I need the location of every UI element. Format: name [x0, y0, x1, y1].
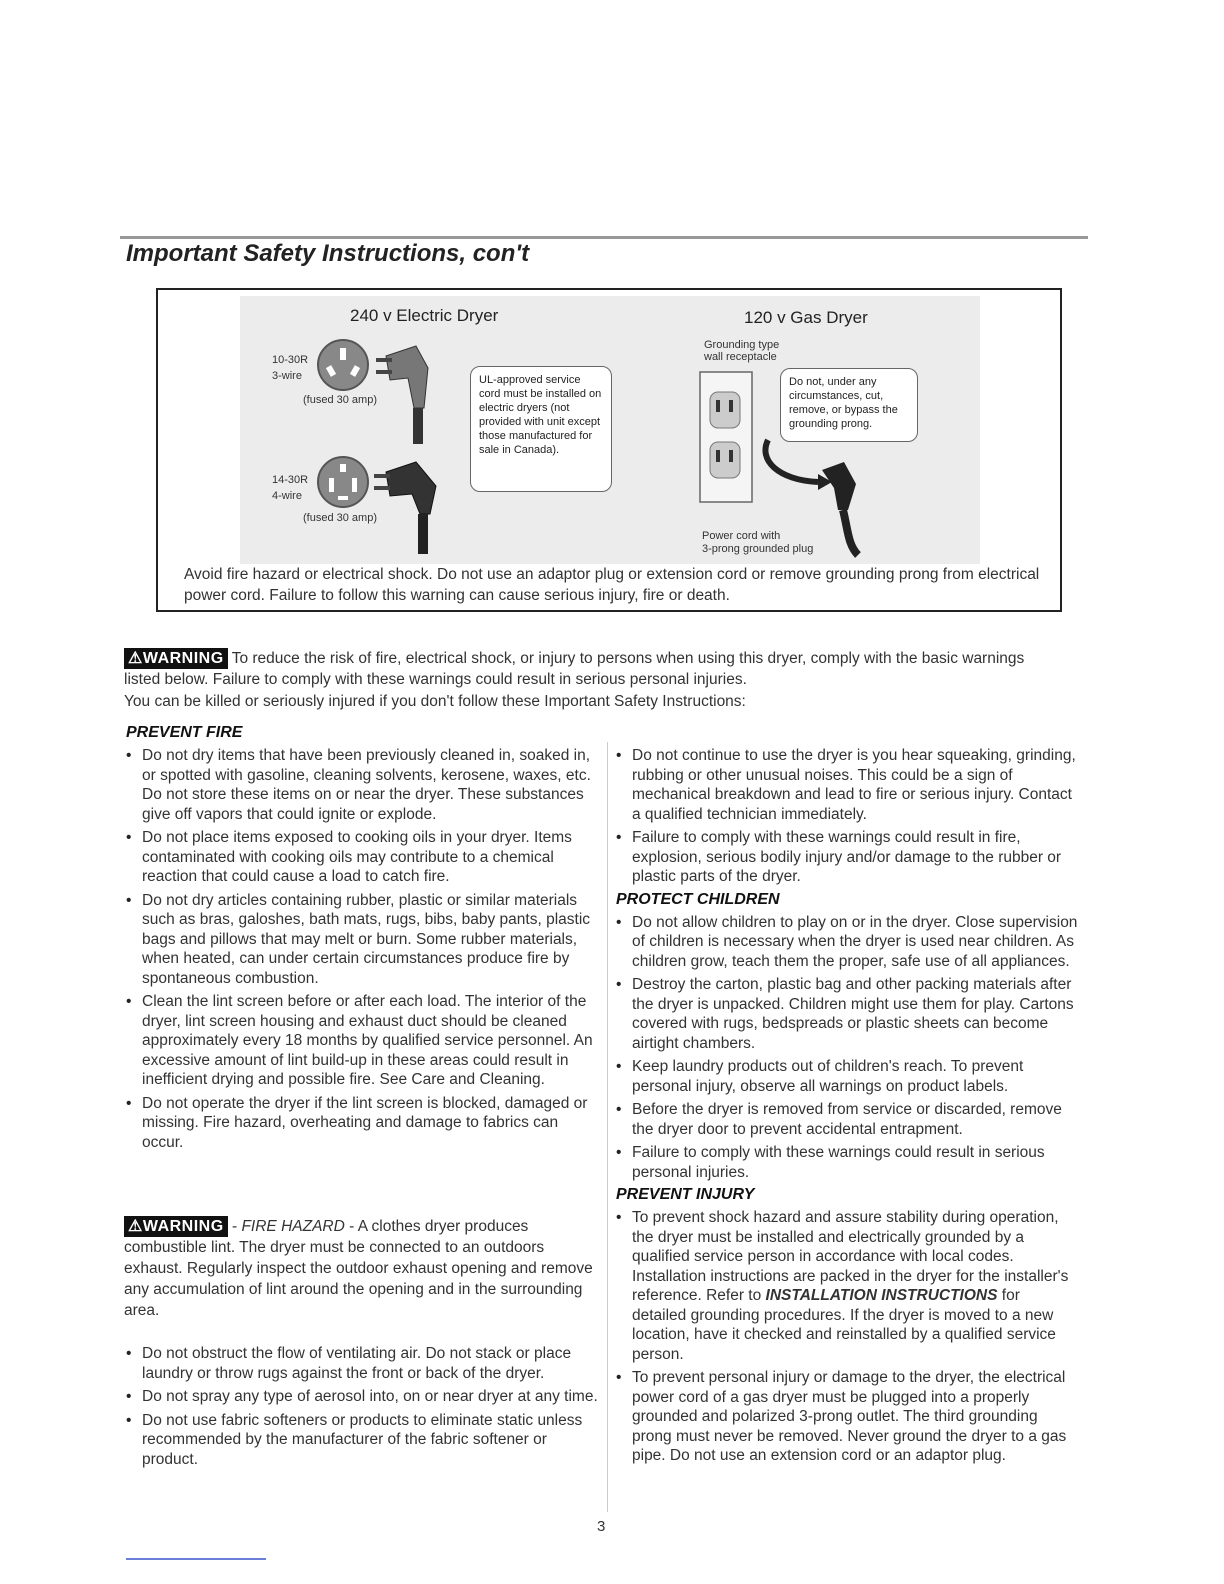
- page-number: 3: [597, 1518, 606, 1535]
- installation-instructions-ref: INSTALLATION INSTRUCTIONS: [765, 1287, 998, 1304]
- list-item: • Do not use fabric softeners or products to eliminate static unless recommended by the manufacturer of the fabric softener or product.: [124, 1411, 598, 1470]
- protect-children-list: [614, 913, 1078, 1183]
- prevent-injury-list: [614, 1208, 1078, 1466]
- power-cord-label-line1: Power cord with: [702, 530, 781, 542]
- grounding-prong-note: Do not, under any circumstances, cut, remove, or bypass the grounding prong.: [789, 376, 898, 430]
- fire-hazard-warning: ⚠WARNING - FIRE HAZARD - A clothes dryer produces combustible lint. The dryer must be connected to an outdoors exhaust. Regularly inspect the outdoor exhaust opening and remove any accumulation of lint around the opening and in the surrounding area.: [124, 1218, 593, 1319]
- warning-badge: ⚠WARNING: [124, 1216, 228, 1237]
- list-item: • Destroy the carton, plastic bag and other packing materials after the dryer is unpacked. Children might use them for play. Cartons covered with rugs, bedspreads or plastic sheets can become airtight chambers.: [614, 975, 1078, 1053]
- receptacle-1-code: 10-30R: [272, 354, 309, 366]
- list-item: • Do not continue to use the dryer is you hear squeaking, grinding, rubbing or other unusual noises. This could be a sign of mechanical breakdown and lead to fire or serious injury. Contact a qualified technician immediately.: [614, 746, 1078, 824]
- list-item: • Do not dry items that have been previously cleaned in, soaked in, or spotted with gasoline, cleaning solvents, kerosene, waxes, etc. Do not store these items on or near the dryer. These substances give off vapors that could ignite or explode.: [124, 746, 598, 824]
- list-item: • Do not dry articles containing rubber, plastic or similar materials such as bras, galoshes, bath mats, rugs, bibs, baby pants, plastic bags and pillows that may melt or burn. Some rubber materials, when heated, can under certain circumstances produce fire by spontaneous combustion.: [124, 891, 598, 989]
- list-item: • Do not allow children to play on or in the dryer. Close supervision of children is necessary when the dryer is used near children. As children grow, teach them the proper, safe use of all appliances.: [614, 913, 1078, 972]
- ventilation-list: [124, 1344, 598, 1469]
- list-item: • Clean the lint screen before or after each load. The interior of the dryer, lint screen housing and exhaust duct should be cleaned approximately every 18 months by qualified service personnel. An excessive amount of lint build-up in these areas could result in inefficient drying and possible fire. See Care and Cleaning.: [124, 992, 598, 1090]
- warning-intro: [124, 648, 1064, 690]
- ul-service-cord-callout: [470, 366, 612, 492]
- ul-service-cord-note: UL-approved service cord must be installed on electric dryers (not provided with unit except those manufactured for sale in Canada).: [479, 374, 602, 456]
- list-item: • Failure to comply with these warnings could result in serious personal injuries.: [614, 1143, 1078, 1182]
- fire-hazard-text: A clothes dryer produces combustible lint. The dryer must be connected to an outdoors exhaust. Regularly inspect the outdoor exhaust opening and remove any accumulation of lint around the opening and in the surrounding area.: [124, 1218, 593, 1319]
- receptacle-label-line1: Grounding type: [704, 339, 780, 351]
- protect-children-heading: PROTECT CHILDREN: [616, 890, 780, 908]
- list-item: • Before the dryer is removed from service or discarded, remove the dryer door to prevent accidental entrapment.: [614, 1100, 1078, 1139]
- column-divider: [607, 742, 608, 1512]
- prevent-fire-heading: PREVENT FIRE: [126, 724, 243, 741]
- list-item: • To prevent shock hazard and assure stability during operation, the dryer must be installed and electrically grounded by a qualified service person in accordance with local codes. Installation instructions are packed in the dryer for the installer's reference. Refer to INSTALLATION INSTRUCTIONS for detailed grounding procedures. If the dryer is moved to a new location, have it checked and reinstalled by a qualified service person.: [614, 1208, 1078, 1364]
- noise-list: [614, 746, 1078, 887]
- power-cord-label-line2: 3-prong grounded plug: [702, 543, 814, 555]
- left-column-more: [124, 1344, 598, 1473]
- receptacle-1-wire: 3-wire: [272, 370, 302, 382]
- list-item: • Failure to comply with these warnings could result in fire, explosion, serious bodily injury and/or damage to the rubber or plastic parts of the dryer.: [614, 828, 1078, 887]
- list-item: • Do not operate the dryer if the lint screen is blocked, damaged or missing. Fire hazard, overheating and damage to fabrics can occur.: [124, 1094, 598, 1153]
- receptacle-2-code: 14-30R: [272, 474, 309, 486]
- receptacle-label-line2: wall receptacle: [704, 351, 777, 363]
- list-item: • Do not spray any type of aerosol into, on or near dryer at any time.: [124, 1387, 598, 1407]
- header-rule: [120, 236, 1088, 239]
- electric-dryer-title: 240 v Electric Dryer: [350, 306, 499, 325]
- receptacle-1-fuse: (fused 30 amp): [303, 394, 377, 406]
- warning-badge: ⚠WARNING: [124, 648, 228, 669]
- receptacle-14-30r-illustration: [316, 452, 456, 556]
- receptacle-2-wire: 4-wire: [272, 490, 302, 502]
- list-item: • Keep laundry products out of children's reach. To prevent personal injury, observe all warnings on product labels.: [614, 1057, 1078, 1096]
- receptacle-10-30r-illustration: [316, 338, 456, 448]
- list-item: • Do not obstruct the flow of ventilating air. Do not stack or place laundry or throw rugs against the front or back of the dryer.: [124, 1344, 598, 1383]
- prevent-injury-heading: PREVENT INJURY: [616, 1186, 755, 1203]
- footer-mark: [126, 1558, 266, 1560]
- figure-caption: Avoid fire hazard or electrical shock. Do not use an adaptor plug or extension cord or remove grounding prong from electrical power cord. Failure to follow this warning can cause serious injury, fire or death.: [184, 566, 1040, 604]
- prevent-fire-list: [124, 746, 598, 1152]
- gas-dryer-title: 120 v Gas Dryer: [744, 308, 868, 327]
- warning-intro-text-2: You can be killed or seriously injured if you don't follow these Important Safety Instructions:: [124, 693, 746, 710]
- page-title: Important Safety Instructions, con't: [126, 240, 530, 267]
- list-item: • Do not place items exposed to cooking oils in your dryer. Items contaminated with cooking oils may contribute to a chemical reaction that could cause a load to catch fire.: [124, 828, 598, 887]
- list-item: • To prevent personal injury or damage to the dryer, the electrical power cord of a gas dryer must be plugged into a properly grounded and polarized 3-prong outlet. The third grounding prong must never be removed. Never ground the dryer to a gas pipe. Do not use an extension cord or an adaptor plug.: [614, 1368, 1078, 1466]
- warning-intro-text: To reduce the risk of fire, electrical shock, or injury to persons when using this dryer, comply with the basic warnings listed below. Failure to comply with these warnings could result in serious personal injuries.: [124, 650, 1025, 688]
- grounding-prong-callout: [780, 368, 918, 442]
- fire-hazard-label: FIRE HAZARD: [241, 1218, 345, 1235]
- receptacle-2-fuse: (fused 30 amp): [303, 512, 377, 524]
- right-column: [614, 746, 1078, 1470]
- left-column: [124, 724, 598, 1156]
